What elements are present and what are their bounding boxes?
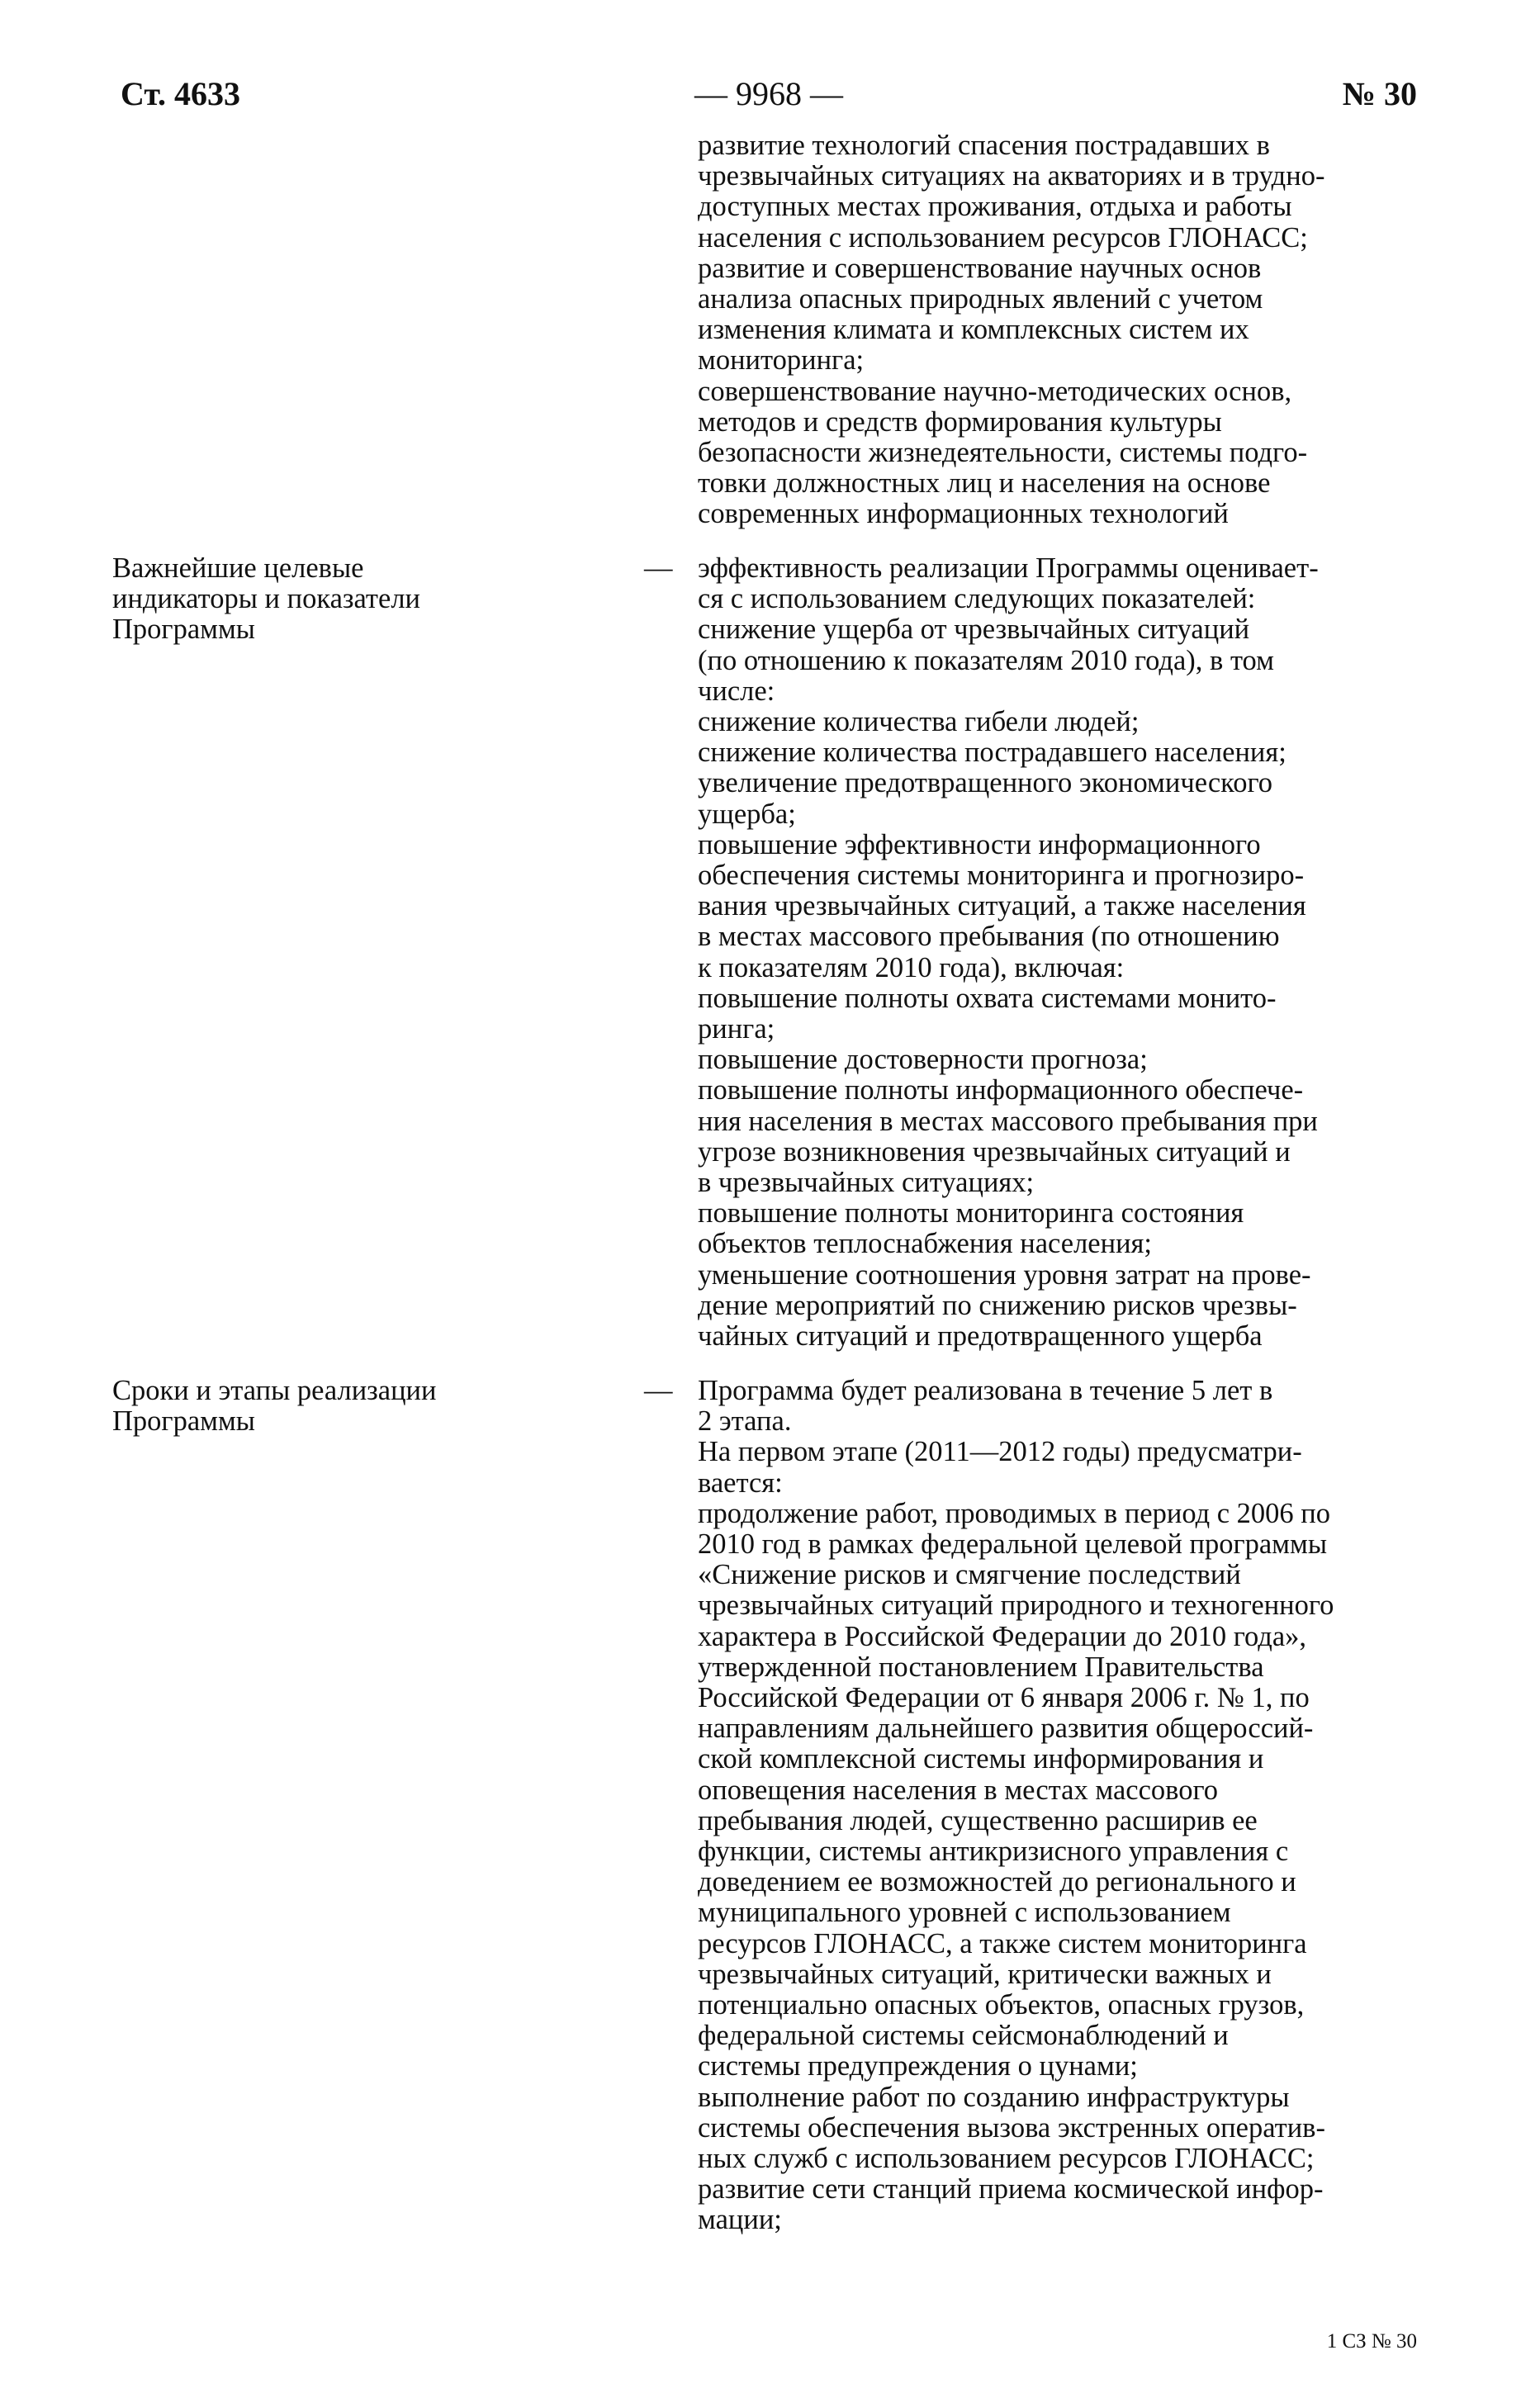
text-line: развитие сети станций приема космической инфор- <box>698 2173 1324 2206</box>
text-line: ных служб с использованием ресурсов ГЛОНАСС; <box>698 2143 1315 2175</box>
section-text-indicators <box>698 553 1417 1352</box>
issue-number: № 30 <box>1342 75 1417 112</box>
text-line: методов и средств формирования культуры <box>698 405 1222 438</box>
article-number: Ст. 4633 <box>121 75 240 112</box>
text-line: ся с использованием следующих показателей: <box>698 583 1256 615</box>
text-line: к показателям 2010 года), включая: <box>698 951 1125 983</box>
text-line: характера в Российской Федерации до 2010 года», <box>698 1620 1307 1652</box>
text-line: снижение количества пострадавшего населения; <box>698 737 1286 769</box>
text-line: продолжение работ, проводимых в период с 2006 по <box>698 1497 1331 1529</box>
text-line: ской комплексной системы информирования и <box>698 1743 1264 1775</box>
text-line: Российской Федерации от 6 января 2006 г. № 1, по <box>698 1682 1310 1714</box>
text-line: повышение полноты мониторинга состояния <box>698 1197 1244 1230</box>
text-line: муниципального уровней с использованием <box>698 1897 1231 1929</box>
text-line: анализа опасных природных явлений с учетом <box>698 283 1263 315</box>
label-line: Важнейшие целевые <box>112 552 364 584</box>
text-line: в местах массового пребывания (по отношению <box>698 921 1280 953</box>
text-line: федеральной системы сейсмонаблюдений и <box>698 2020 1229 2052</box>
text-line: ринга; <box>698 1013 775 1045</box>
text-line: повышение полноты информационного обеспече- <box>698 1074 1304 1106</box>
text-line: обеспечения системы мониторинга и прогнозиро- <box>698 860 1305 892</box>
text-line: уменьшение соотношения уровня затрат на прове- <box>698 1258 1311 1291</box>
text-line: повышение достоверности прогноза; <box>698 1044 1148 1076</box>
text-line: мации; <box>698 2204 782 2236</box>
text-line: 2010 год в рамках федеральной целевой программы <box>698 1528 1327 1561</box>
label-line: Программы <box>112 614 255 646</box>
label-line: Программы <box>112 1405 255 1438</box>
text-line: системы обеспечения вызова экстренных оператив- <box>698 2111 1325 2144</box>
text-line: совершенствование научно-методических основ, <box>698 375 1292 407</box>
intro-text-block <box>698 130 1417 530</box>
text-line: в чрезвычайных ситуациях; <box>698 1167 1035 1199</box>
text-line: изменения климата и комплексных систем их <box>698 314 1249 346</box>
text-line: объектов теплоснабжения населения; <box>698 1228 1152 1260</box>
text-line: товки должностных лиц и населения на основе <box>698 467 1271 500</box>
text-line: функции, системы антикризисного управления с <box>698 1836 1289 1868</box>
text-line: утвержденной постановлением Правительства <box>698 1651 1264 1683</box>
text-line: развитие технологий спасения пострадавших в <box>698 130 1270 161</box>
text-line: повышение эффективности информационного <box>698 828 1261 860</box>
section-text-timeline <box>698 1376 1417 2236</box>
text-line: ресурсов ГЛОНАСС, а также систем мониторинга <box>698 1927 1307 1959</box>
text-line: чайных ситуаций и предотвращенного ущерба <box>698 1320 1263 1353</box>
text-line: снижение количества гибели людей; <box>698 706 1140 738</box>
text-line: снижение ущерба от чрезвычайных ситуаций <box>698 614 1250 646</box>
text-line: развитие и совершенствование научных основ <box>698 252 1262 284</box>
text-line: увеличение предотвращенного экономического <box>698 767 1272 799</box>
page-number: — 9968 — <box>694 75 843 112</box>
text-line: повышение полноты охвата системами монито- <box>698 982 1277 1014</box>
label-line: индикаторы и показатели <box>112 583 420 615</box>
text-line: ущерба; <box>698 798 796 830</box>
text-line: 2 этапа. <box>698 1405 792 1438</box>
text-line: оповещения населения в местах массового <box>698 1774 1218 1806</box>
text-line: числе: <box>698 675 775 707</box>
text-line: вания чрезвычайных ситуаций, а также населения <box>698 890 1306 922</box>
text-line: (по отношению к показателям 2010 года), в том <box>698 644 1274 676</box>
label-line: Сроки и этапы реализации <box>112 1375 437 1406</box>
text-line: безопасности жизнедеятельности, системы подго- <box>698 437 1308 469</box>
text-line: Программа будет реализована в течение 5 лет в <box>698 1375 1273 1406</box>
text-line: мониторинга; <box>698 344 865 377</box>
section-dash-timeline: — <box>644 1375 673 1406</box>
text-line: пребывания людей, существенно расширив ее <box>698 1804 1258 1836</box>
text-line: доведением ее возможностей до регионального и <box>698 1866 1296 1898</box>
text-line: чрезвычайных ситуаций, критически важных и <box>698 1958 1272 1990</box>
text-line: «Снижение рисков и смягчение последствий <box>698 1559 1241 1591</box>
text-line: современных информационных технологий <box>698 498 1229 530</box>
section-dash-indicators: — <box>644 552 673 584</box>
text-line: чрезвычайных ситуациях на акваториях и в трудно- <box>698 160 1325 192</box>
text-line: потенциально опасных объектов, опасных грузов, <box>698 1989 1305 2021</box>
section-label-indicators <box>112 553 542 646</box>
text-line: направлениям дальнейшего развития общероссий- <box>698 1713 1314 1745</box>
text-line: выполнение работ по созданию инфраструктуры <box>698 2081 1290 2113</box>
text-line: системы предупреждения о цунами; <box>698 2050 1138 2082</box>
text-line: чрезвычайных ситуаций природного и техногенного <box>698 1590 1334 1622</box>
page-header <box>121 69 1417 119</box>
text-line: эффективность реализации Программы оценивает- <box>698 552 1319 584</box>
text-line: угрозе возникновения чрезвычайных ситуаций и <box>698 1135 1291 1168</box>
text-line: доступных местах проживания, отдыха и работы <box>698 191 1292 223</box>
section-label-timeline <box>112 1376 542 1437</box>
text-line: На первом этапе (2011—2012 годы) предусматри- <box>698 1436 1302 1468</box>
text-line: вается: <box>698 1466 783 1499</box>
text-line: ния населения в местах массового пребывания при <box>698 1105 1318 1137</box>
text-line: населения с использованием ресурсов ГЛОНАСС; <box>698 221 1308 253</box>
page-footer: 1 СЗ № 30 <box>1326 2330 1417 2352</box>
text-line: дение мероприятий по снижению рисков чрезвы- <box>698 1289 1297 1321</box>
